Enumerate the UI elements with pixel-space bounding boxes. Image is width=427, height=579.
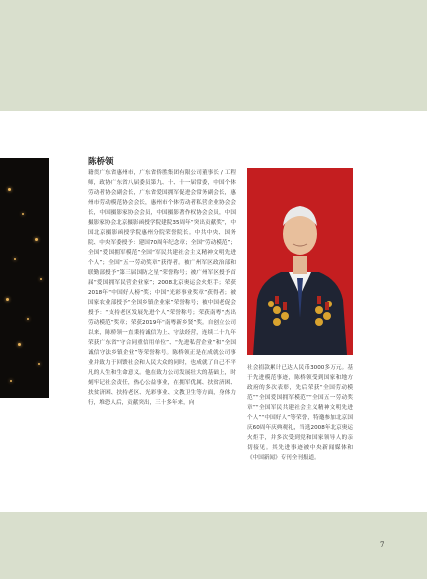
profile-name: 陈桥领	[88, 157, 114, 167]
light-dot	[8, 188, 11, 191]
light-dot	[14, 258, 16, 260]
light-dot	[6, 298, 9, 301]
light-dot	[27, 318, 29, 320]
portrait-illustration	[247, 168, 353, 355]
light-dot	[10, 380, 12, 382]
portrait-photo	[247, 168, 353, 355]
light-dot	[35, 238, 38, 241]
continued-text: 社会捐款累计已达人民币3000多万元。基于先进模范事迹，陈桥领受到国家和地方政府的多次表彰，先后荣获“全国劳动模范”“全国爱国拥军模范”“全国五一劳动奖章”“全国军民共建社会主义精神文明先进个人”“中国好人”等荣誉，特邀参加北京国庆60周年庆典观礼，当选2008年北京奥运火炬手，并多次受到党和国家领导人的亲切接见。其先进事迹被中央新闻媒体和《中国新闻》专刊全刊报道。	[247, 365, 353, 461]
light-dot	[38, 363, 40, 365]
light-dot	[40, 278, 42, 280]
light-dot	[18, 343, 21, 346]
bottom-margin-band	[0, 512, 427, 579]
top-margin-band	[0, 0, 427, 111]
light-dot	[22, 213, 24, 215]
night-lights-photo	[0, 158, 49, 398]
profile-bio: 籍贯广东省惠州市，广东省侨胜集团有限公司董事长 / 工程师，政协广东省八届委员第九、十、十一届常委，中国个体劳动者协会副会长，广东省爱国拥军促进会常务副会长，惠州市劳动模范协会会长，惠州市个体劳动者私营企业协会会长，中国摄影家协会会员，中国摄影著作权协会会员，中国摄影家协会北京摄影函授学院建院35周年“突出贡献奖”，中国北京摄影函授学院惠州分院荣誉院长。中共中央、国务院、中央军委授予：建国70周年纪念章；全国“劳动模范”；全国“爱国拥军模范”全国“军民共建社会主义精神文明先进个人”；全国“五一劳动奖章”获得者。被广州军区政治部和联勤部授予“第三届国防之星”荣誉称号；被广州军区授予首届“爱国拥军民营企业家”；2008北京奥运会火炬手；荣获2018年“中国好人榜”奖；中国“光彩事业奖章”获得者；被国家农业部授予“全国乡镇企业家”荣誉称号；被中国老促会授予：“支持老区发展先进个人”荣誉称号；荣获南粤“杰出劳动模范”奖章；荣获2019年“南粤新乡贤”奖。自创立公司以来，陈桥领一直秉持诚信为上、守法经营，连续二十九年荣获广东省“守合同重信用单位”、“先进私营企业”和“全国诚信守法乡镇企业”等荣誉称号。陈桥领正是在成就公司事业并致力于回馈社会和人民大众的同时，也成就了自己不平凡的人生和生命意义。他在致力公司发展壮大的基础上，时刻牢记社会责任，热心公益事业，在拥军优属、扶贫济困、扶贫济困、扶持老区、光彩事业、文教卫生等方面，身体力行，堆恐人后，贡献突出，三十多年来，向	[88, 170, 236, 406]
page-number: 7	[380, 541, 385, 549]
